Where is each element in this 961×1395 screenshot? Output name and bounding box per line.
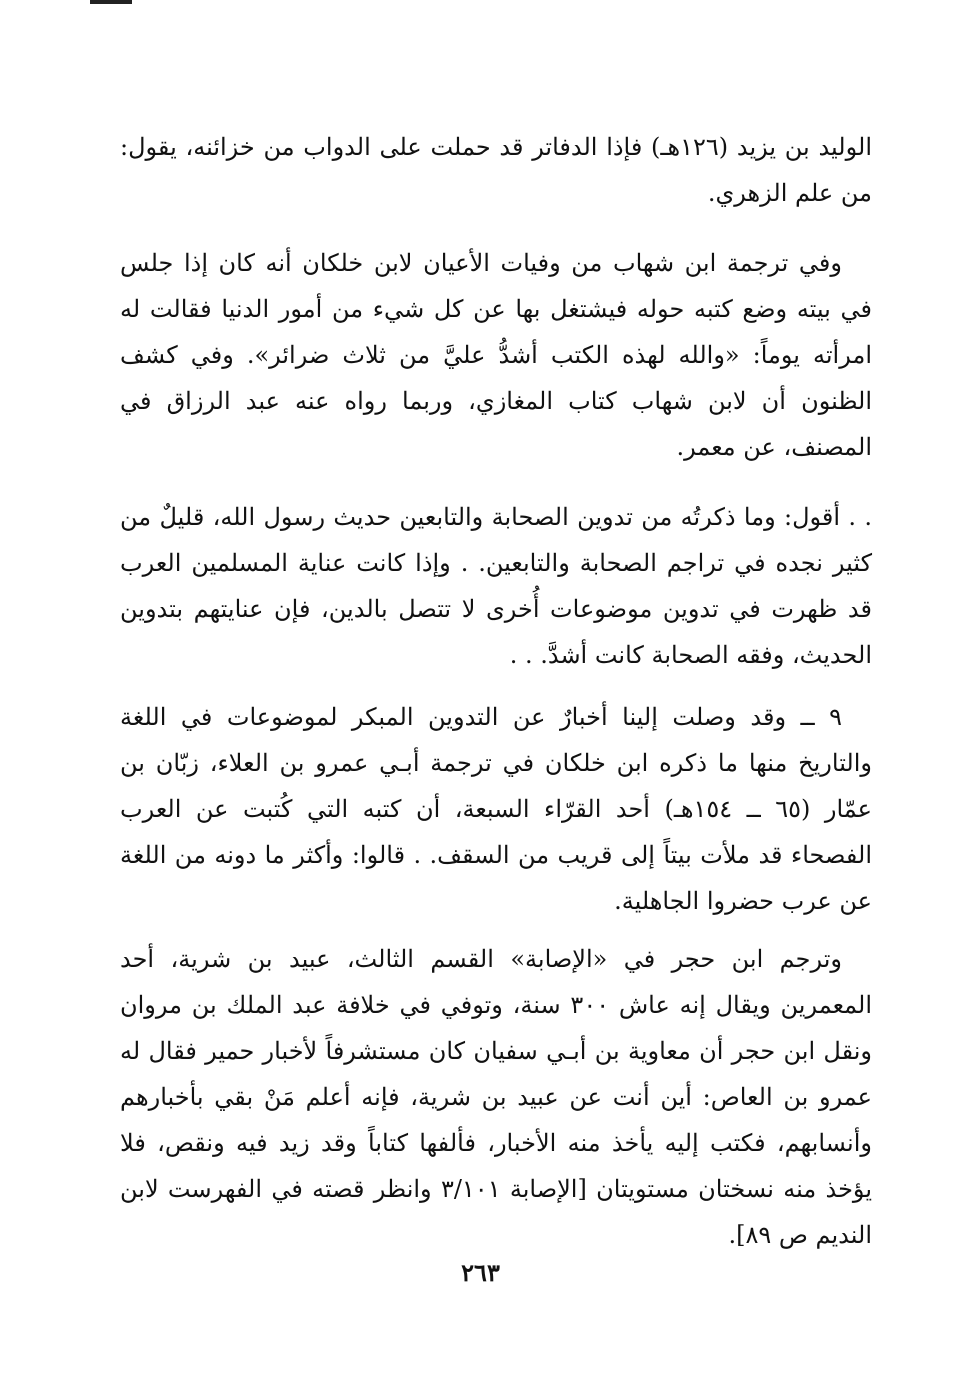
paragraph-4: [120, 694, 872, 924]
paragraph-text: الوليد بن يزيد (١٢٦هـ) فإذا الدفاتر قد حملت على الدواب من خزائنه، يقول: من علم الزهري.: [120, 133, 872, 207]
paragraph-text: ٩ ــ وقد وصلت إلينا أخبارٌ عن التدوين المبكر لموضوعات في اللغة والتاريخ منها ما ذكره ابن خلكان في ترجمة أبـي عمرو بن العلاء، زبّان بن عمّار (٦٥ ــ ١٥٤هـ) أحد القرّاء السبعة، أن كتبه التي كُتبت عن العرب الفصحاء قد ملأت بيتاً إلى قريب من السقف. . قالوا: وأكثر ما دونه من اللغة عن عرب حضروا الجاهلية.: [120, 703, 872, 915]
paragraph-3: [120, 494, 872, 678]
paragraph-text: وفي ترجمة ابن شهاب من وفيات الأعيان لابن خلكان أنه كان إذا جلس في بيته وضع كتبه حوله فيشتغل بها عن كل شيء من أمور الدنيا فقالت له امرأته يوماً: «والله لهذه الكتب أشدُّ عليَّ من ثلاث ضرائر». وفي كشف الظنون أن لابن شهاب كتاب المغازي، وربما رواه عنه عبد الرزاق في المصنف، عن معمر.: [120, 249, 872, 461]
page-number: ٢٦٣: [461, 1258, 500, 1287]
paragraph-5: [120, 936, 872, 1258]
paragraph-2: [120, 240, 872, 470]
top-edge-mark: [90, 0, 132, 4]
paragraph-text: وترجم ابن حجر في «الإصابة» القسم الثالث، عبيد بن شرية، أحد المعمرين ويقال إنه عاش ٣٠٠ سنة، وتوفي في خلافة عبد الملك بن مروان ونقل ابن حجر أن معاوية بن أبـي سفيان كان مستشرفاً لأخبار حمير فقال له عمرو بن العاص: أين أنت عن عبيد بن شرية، فإنه أعلم مَنْ بقي بأخبارهم وأنسابهم، فكتب إليه يأخذ منه الأخبار، فألفها كتاباً وقد زيد فيه ونقص، فلا يؤخذ منه نسختان مستويتان [الإصابة ٣/١٠١ وانظر قصته في الفهرست لابن النديم ص ٨٩].: [120, 945, 873, 1249]
paragraph-1: [120, 124, 872, 216]
paragraph-text: . . أقول: وما ذكرتُه من تدوين الصحابة والتابعين حديث رسول الله، قليلٌ من كثير نجده في تراجم الصحابة والتابعين. . وإذا كانت عناية المسلمين العرب قد ظهرت في تدوين موضوعات أُخرى لا تتصل بالدين، فإن عنايتهم بتدوين الحديث، وفقه الصحابة كانت أشدَّ. . .: [120, 503, 872, 669]
